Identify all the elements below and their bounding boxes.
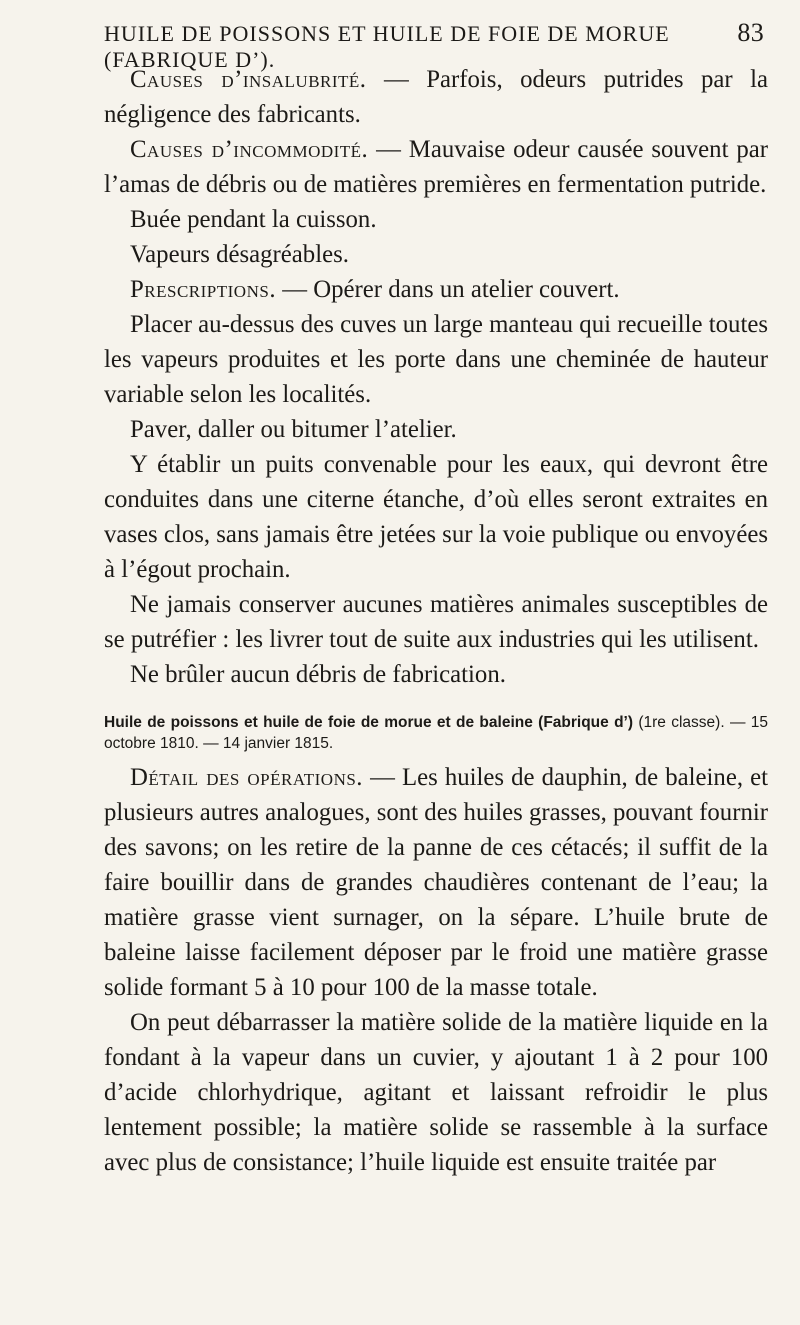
- paragraph-manteau: Placer au-dessus des cuves un large manteau qui recueille toutes les vapeurs produites et les porte dans une cheminée de hauteur variable selon les localités.: [104, 311, 768, 408]
- text-detail: — Les huiles de dauphin, de baleine, et plusieurs autres analogues, sont des huiles grasses, pouvant fournir des savons; on les retire de la panne de ces cétacés; il suffit de la faire bouillir dans de grandes chaudières contenant de l’eau; la matière grasse vient surnager, on la sépare. L’huile brute de baleine laisse facilement déposer par le froid une matière grasse solide formant 5 à 10 pour 100 de la masse totale.: [104, 764, 768, 1001]
- paragraph-detail: [104, 760, 768, 1005]
- label-causes-insalubrite: Causes d’insalubrité.: [130, 66, 367, 93]
- paragraph-vapeurs: Vapeurs désagréables.: [130, 241, 349, 268]
- page-number: 83: [737, 18, 764, 47]
- running-title: HUILE DE POISSONS ET HUILE DE FOIE DE MORUE (FABRIQUE D’).: [104, 21, 670, 72]
- section-heading-rest: (1re classe). — 15 octobre 1810. — 14 janvier 1815.: [104, 714, 769, 752]
- label-detail: Détail des opérations.: [130, 764, 363, 791]
- label-prescriptions: Prescriptions.: [130, 276, 277, 303]
- paragraph-paver: Paver, daller ou bitumer l’atelier.: [130, 416, 457, 443]
- section-heading: [104, 712, 768, 754]
- text-causes-insalubrite: — Parfois, odeurs putrides par la négligence des fabricants.: [104, 66, 768, 128]
- paragraph-causes-insalubrite: [104, 62, 768, 132]
- paragraph-causes-incommodite: [104, 132, 768, 202]
- paragraph-debarrasser: On peut débarrasser la matière solide de la matière liquide en la fondant à la vapeur dans un cuvier, y ajoutant 1 à 2 pour 100 d’acide chlorhydrique, agitant et laissant refroidir le plus lentement possible; la matière solide se rassemble à la surface avec plus de consistance; l’huile liquide est ensuite traitée par: [104, 1009, 768, 1176]
- label-causes-incommodite: Causes d’incommodité.: [130, 136, 369, 163]
- paragraph-puits: Y établir un puits convenable pour les eaux, qui devront être conduites dans une citerne étanche, d’où elles seront extraites en vases clos, sans jamais être jetées sur la voie publique ou envoyées à l’égout prochain.: [104, 451, 768, 583]
- paragraph-conserver: Ne jamais conserver aucunes matières animales susceptibles de se putréfier : les livrer tout de suite aux industries qui les utilisent.: [104, 591, 768, 653]
- text-prescriptions: — Opérer dans un atelier couvert.: [276, 276, 620, 303]
- paragraph-buee: Buée pendant la cuisson.: [130, 206, 377, 233]
- section-heading-bold: Huile de poissons et huile de foie de morue et de baleine (Fabrique d’): [104, 714, 634, 731]
- paragraph-bruler: Ne brûler aucun débris de fabrication.: [130, 661, 506, 688]
- page-body: [104, 62, 768, 1180]
- paragraph-prescriptions: [104, 272, 768, 307]
- text-causes-incommodite: — Mauvaise odeur causée souvent par l’amas de débris ou de matières premières en fermentation putride.: [104, 136, 768, 198]
